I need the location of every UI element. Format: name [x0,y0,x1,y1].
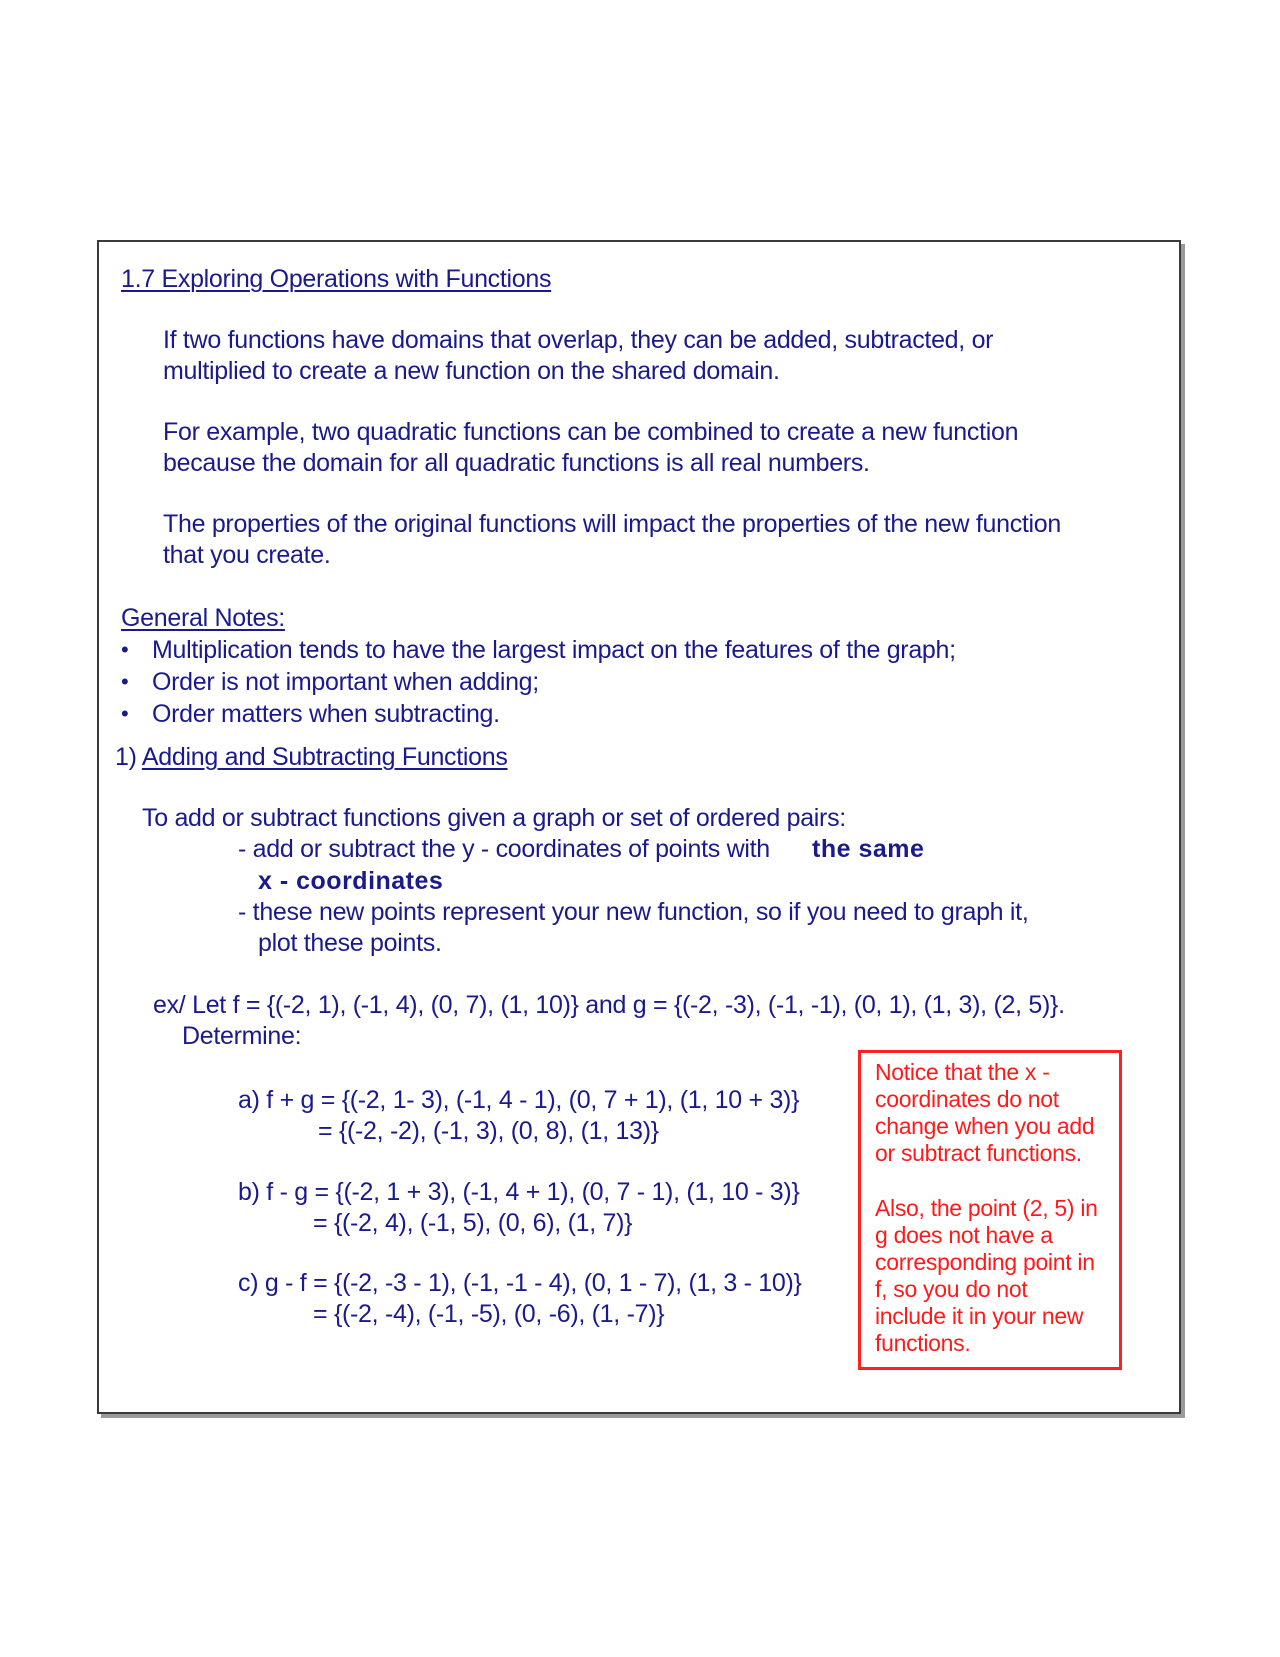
instructions-step-2: - these new points represent your new function, so if you need to graph it, [238,898,1029,926]
note-line: or subtract functions. [875,1140,1082,1166]
example-part-c: c) g - f = {(-2, -3 - 1), (-1, -1 - 4), (0, 1 - 7), (1, 3 - 10)} [238,1269,802,1297]
instructions-step-1: - add or subtract the y - coordinates of points with [238,835,770,863]
intro-line-3: For example, two quadratic functions can be combined to create a new function [163,418,1019,446]
instructions-emphasis: the same [812,835,925,863]
bullet-icon: • [121,637,129,662]
example-part-b: b) f - g = {(-2, 1 + 3), (-1, 4 + 1), (0, 7 - 1), (1, 10 - 3)} [238,1178,800,1206]
bullet-icon: • [121,669,129,694]
example-part-a-result: = {(-2, -2), (-1, 3), (0, 8), (1, 13)} [318,1117,659,1145]
example-part-c-result: = {(-2, -4), (-1, -5), (0, -6), (1, -7)} [313,1300,665,1328]
bullet-icon: • [121,701,129,726]
note-line: Notice that the x - [875,1059,1050,1085]
section-1-heading [115,742,508,772]
example-prompt: Determine: [182,1022,302,1050]
general-note-item: Order is not important when adding; [152,668,539,696]
example-part-a: a) f + g = {(-2, 1- 3), (-1, 4 - 1), (0, 7 + 1), (1, 10 + 3)} [238,1086,800,1114]
note-line: coordinates do not [875,1086,1059,1112]
note-line: corresponding point in [875,1249,1095,1275]
intro-line-1: If two functions have domains that overlap, they can be added, subtracted, or [163,326,994,354]
page-title: 1.7 Exploring Operations with Functions [121,265,552,293]
note-line: functions. [875,1330,971,1356]
note-line: include it in your new [875,1303,1084,1329]
note-line: Also, the point (2, 5) in [875,1195,1098,1221]
intro-line-5: The properties of the original functions will impact the properties of the new function [163,510,1062,538]
intro-line-2: multiplied to create a new function on the shared domain. [163,357,780,385]
section-title: Adding and Subtracting Functions [141,743,508,771]
general-note-item: Order matters when subtracting. [152,700,500,728]
example-statement: ex/ Let f = {(-2, 1), (-1, 4), (0, 7), (1, 10)} and g = {(-2, -3), (-1, -1), (0, 1), (1, 3), (2, 5)}. [153,991,1065,1019]
note-line: g does not have a [875,1222,1053,1248]
intro-line-6: that you create. [163,541,331,569]
note-line: f, so you do not [875,1276,1028,1302]
instructions-emphasis: x - coordinates [258,867,444,895]
instructions-step-2-cont: plot these points. [258,929,442,957]
general-notes-heading: General Notes: [121,604,285,632]
instructions-lead: To add or subtract functions given a graph or set of ordered pairs: [142,804,846,832]
intro-line-4: because the domain for all quadratic functions is all real numbers. [163,449,870,477]
example-part-b-result: = {(-2, 4), (-1, 5), (0, 6), (1, 7)} [313,1209,633,1237]
note-line: change when you add [875,1113,1095,1139]
section-number: 1) [115,743,142,771]
general-note-item: Multiplication tends to have the largest impact on the features of the graph; [152,636,956,664]
note-box [858,1050,1122,1370]
